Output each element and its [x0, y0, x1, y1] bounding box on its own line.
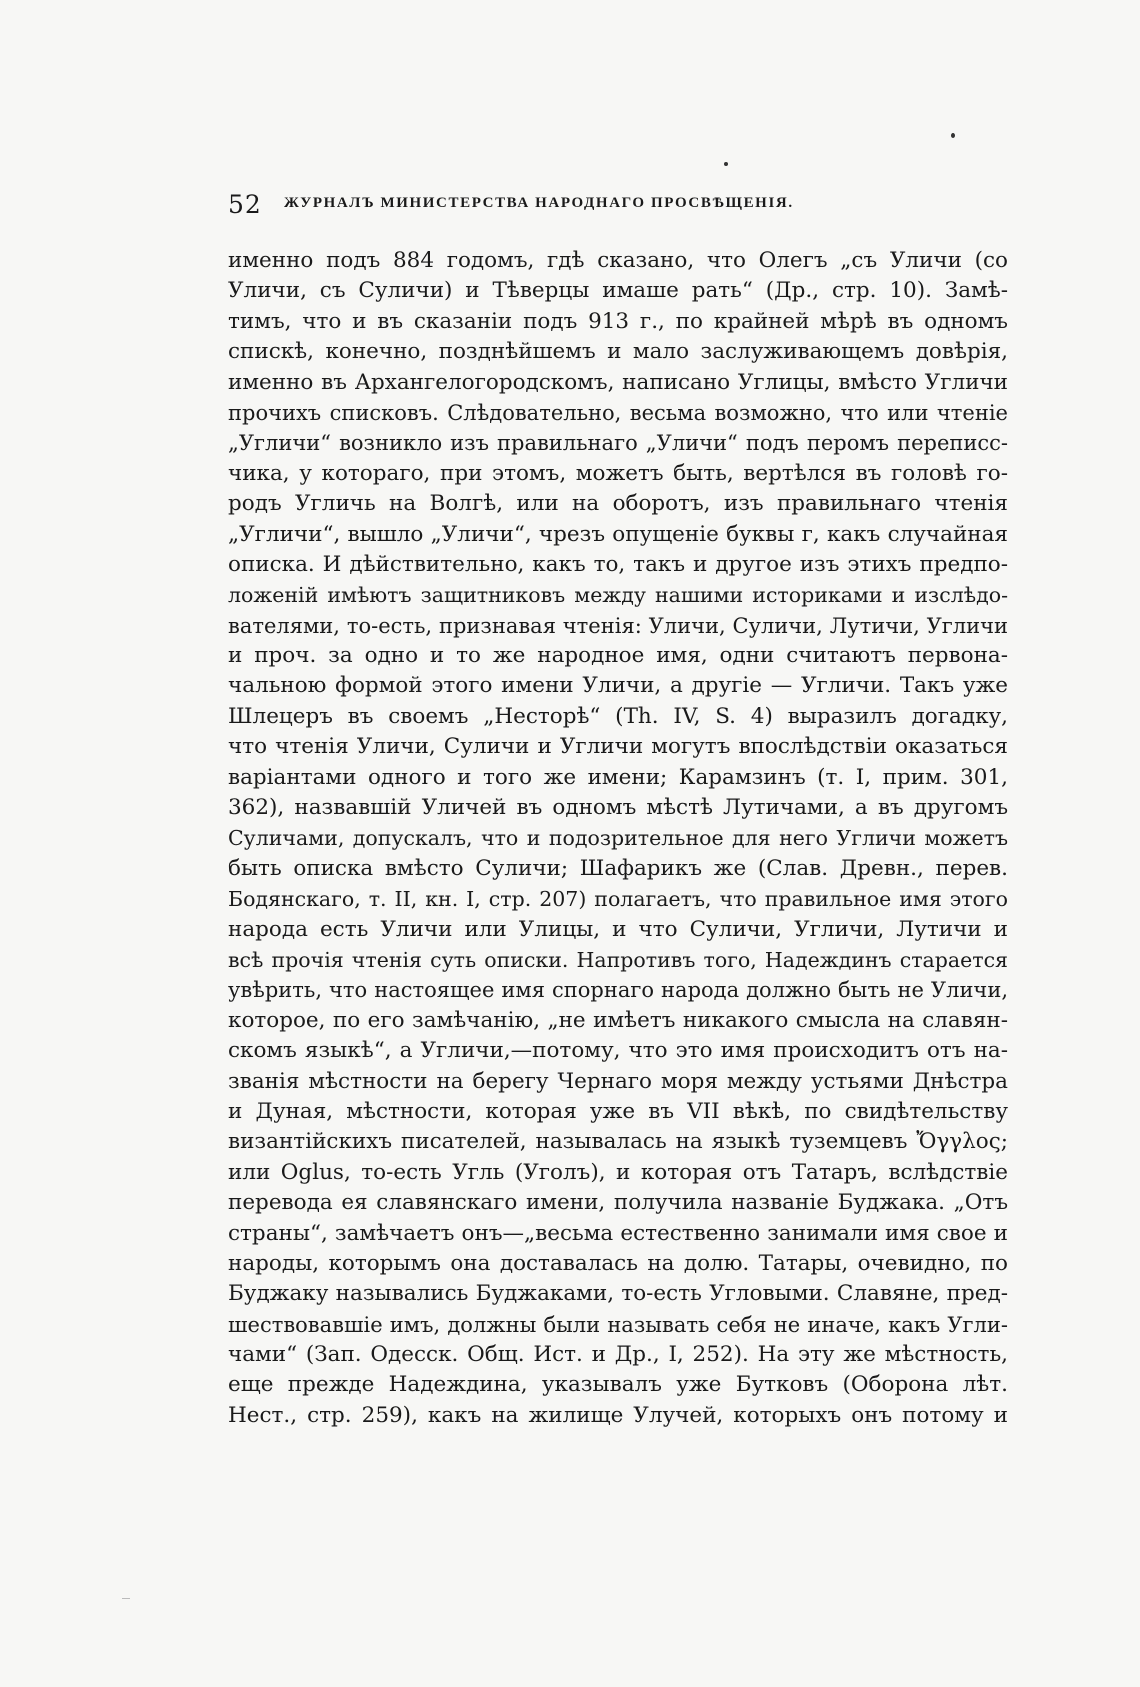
text-line: еще прежде Надеждина, указывалъ уже Бутковъ (Оборона лѣт.	[228, 1372, 1008, 1398]
text-line: скомъ языкѣ“, а Угличи,—потому, что это имя происходитъ отъ на-	[228, 1038, 1008, 1064]
text-line: увѣрить, что настоящее имя спорнаго народа должно быть не Уличи,	[228, 978, 1008, 1003]
text-line: страны“, замѣчаетъ онъ—„весьма естественно занимали имя свое и	[228, 1220, 1008, 1246]
text-line: византійскихъ писателей, называлась на языкѣ туземцевъ Ὄγγλος;	[228, 1129, 1008, 1155]
text-line: чика, у котораго, при этомъ, можетъ быть, вертѣлся въ головѣ го-	[228, 460, 1008, 486]
text-line: „Угличи“, вышло „Уличи“, чрезъ опущеніе буквы г, какъ случайная	[228, 521, 1008, 547]
text-line: Нест., стр. 259), какъ на жилище Улучей, которыхъ онъ потому и	[228, 1402, 1008, 1428]
page-number: 52	[228, 190, 262, 219]
text-line: Шлецеръ въ своемъ „Несторѣ“ (Th. IV, S. 4) выразилъ догадку,	[228, 703, 1008, 729]
text-line: которое, по его замѣчанію, „не имѣетъ никакого смысла на славян-	[228, 1007, 1008, 1033]
text-line: Суличами, допускалъ, что и подозрительное для него Угличи можетъ	[228, 826, 1008, 851]
text-line: вателями, то-есть, признавая чтенія: Уличи, Суличи, Лутичи, Угличи	[228, 613, 1008, 638]
text-line: народа есть Уличи или Улицы, и что Суличи, Угличи, Лутичи и	[228, 916, 1008, 942]
text-line: всѣ прочія чтенія суть описки. Напротивъ того, Надеждинъ старается	[228, 947, 1008, 972]
text-line: Бодянскаго, т. II, кн. I, стр. 207) полагаетъ, что правильное имя этого	[228, 887, 1008, 912]
body-text	[228, 246, 1008, 1431]
text-line: „Угличи“ возникло изъ правильнаго „Уличи“ подъ перомъ переписс-	[228, 431, 1008, 456]
text-line: именно подъ 884 годомъ, гдѣ сказано, что Олегъ „съ Уличи (со	[228, 248, 1008, 273]
text-line: перевода ея славянскаго имени, получила названіе Буджака. „Отъ	[228, 1190, 1008, 1216]
text-line: шествовавшіе имъ, должны были называть себя не иначе, какъ Угли-	[228, 1312, 1008, 1337]
text-line: ложеній имѣютъ защитниковъ между нашими историками и изслѣдо-	[228, 583, 1008, 608]
text-line: что чтенія Уличи, Суличи и Угличи могутъ впослѣдствіи оказаться	[228, 734, 1008, 760]
page-header	[228, 190, 1008, 224]
text-line: чами“ (Зап. Одесск. Общ. Ист. и Др., I, 252). На эту же мѣстность,	[228, 1342, 1008, 1368]
text-line: и Дуная, мѣстности, которая уже въ VII вѣкѣ, по свидѣтельству	[228, 1098, 1008, 1124]
text-line: и проч. за одно и то же народное имя, одни считаютъ первона-	[228, 643, 1008, 669]
text-line: прочихъ списковъ. Слѣдовательно, весьма возможно, что или чтеніе	[228, 400, 1008, 425]
text-line: описка. И дѣйствительно, какъ то, такъ и другое изъ этихъ предпо-	[228, 551, 1008, 577]
text-line: именно въ Архангелогородскомъ, написано Углицы, вмѣсто Угличи	[228, 369, 1008, 395]
ink-speck	[951, 133, 955, 138]
text-line: званія мѣстности на берегу Чернаго моря между устьями Днѣстра	[228, 1068, 1008, 1094]
text-line: быть описка вмѣсто Суличи; Шафарикъ же (Слав. Древн., перев.	[228, 855, 1008, 881]
text-line: народы, которымъ она доставалась на долю. Татары, очевидно, по	[228, 1250, 1008, 1276]
text-line: или Oglus, то-есть Угль (Уголъ), и которая отъ Татаръ, вслѣдствіе	[228, 1159, 1008, 1185]
text-line: Буджаку назывались Буджаками, то-есть Угловыми. Славяне, пред-	[228, 1281, 1008, 1307]
text-line: чальною формой этого имени Уличи, а другіе — Угличи. Такъ уже	[228, 673, 1008, 699]
text-line: родъ Угличь на Волгѣ, или на оборотъ, изъ правильнаго чтенія	[228, 491, 1008, 517]
running-head: ЖУРНАЛЪ МИНИСТЕРСТВА НАРОДНАГО ПРОСВѢЩЕНІЯ.	[284, 195, 794, 211]
text-line: тимъ, что и въ сказаніи подъ 913 г., по крайней мѣрѣ въ одномъ	[228, 308, 1008, 334]
ink-speck	[724, 162, 728, 166]
text-line: 362), назвавшій Уличей въ одномъ мѣстѣ Лутичами, а въ другомъ	[228, 795, 1008, 821]
text-line: варіантами одного и того же имени; Карамзинъ (т. I, прим. 301,	[228, 764, 1008, 790]
text-line: спискѣ, конечно, позднѣйшемъ и мало заслуживающемъ довѣрія,	[228, 339, 1008, 365]
scan-artifact	[122, 1598, 130, 1599]
text-line: Уличи, съ Суличи) и Тѣверцы имаше рать“ (Др., стр. 10). Замѣ-	[228, 278, 1008, 304]
